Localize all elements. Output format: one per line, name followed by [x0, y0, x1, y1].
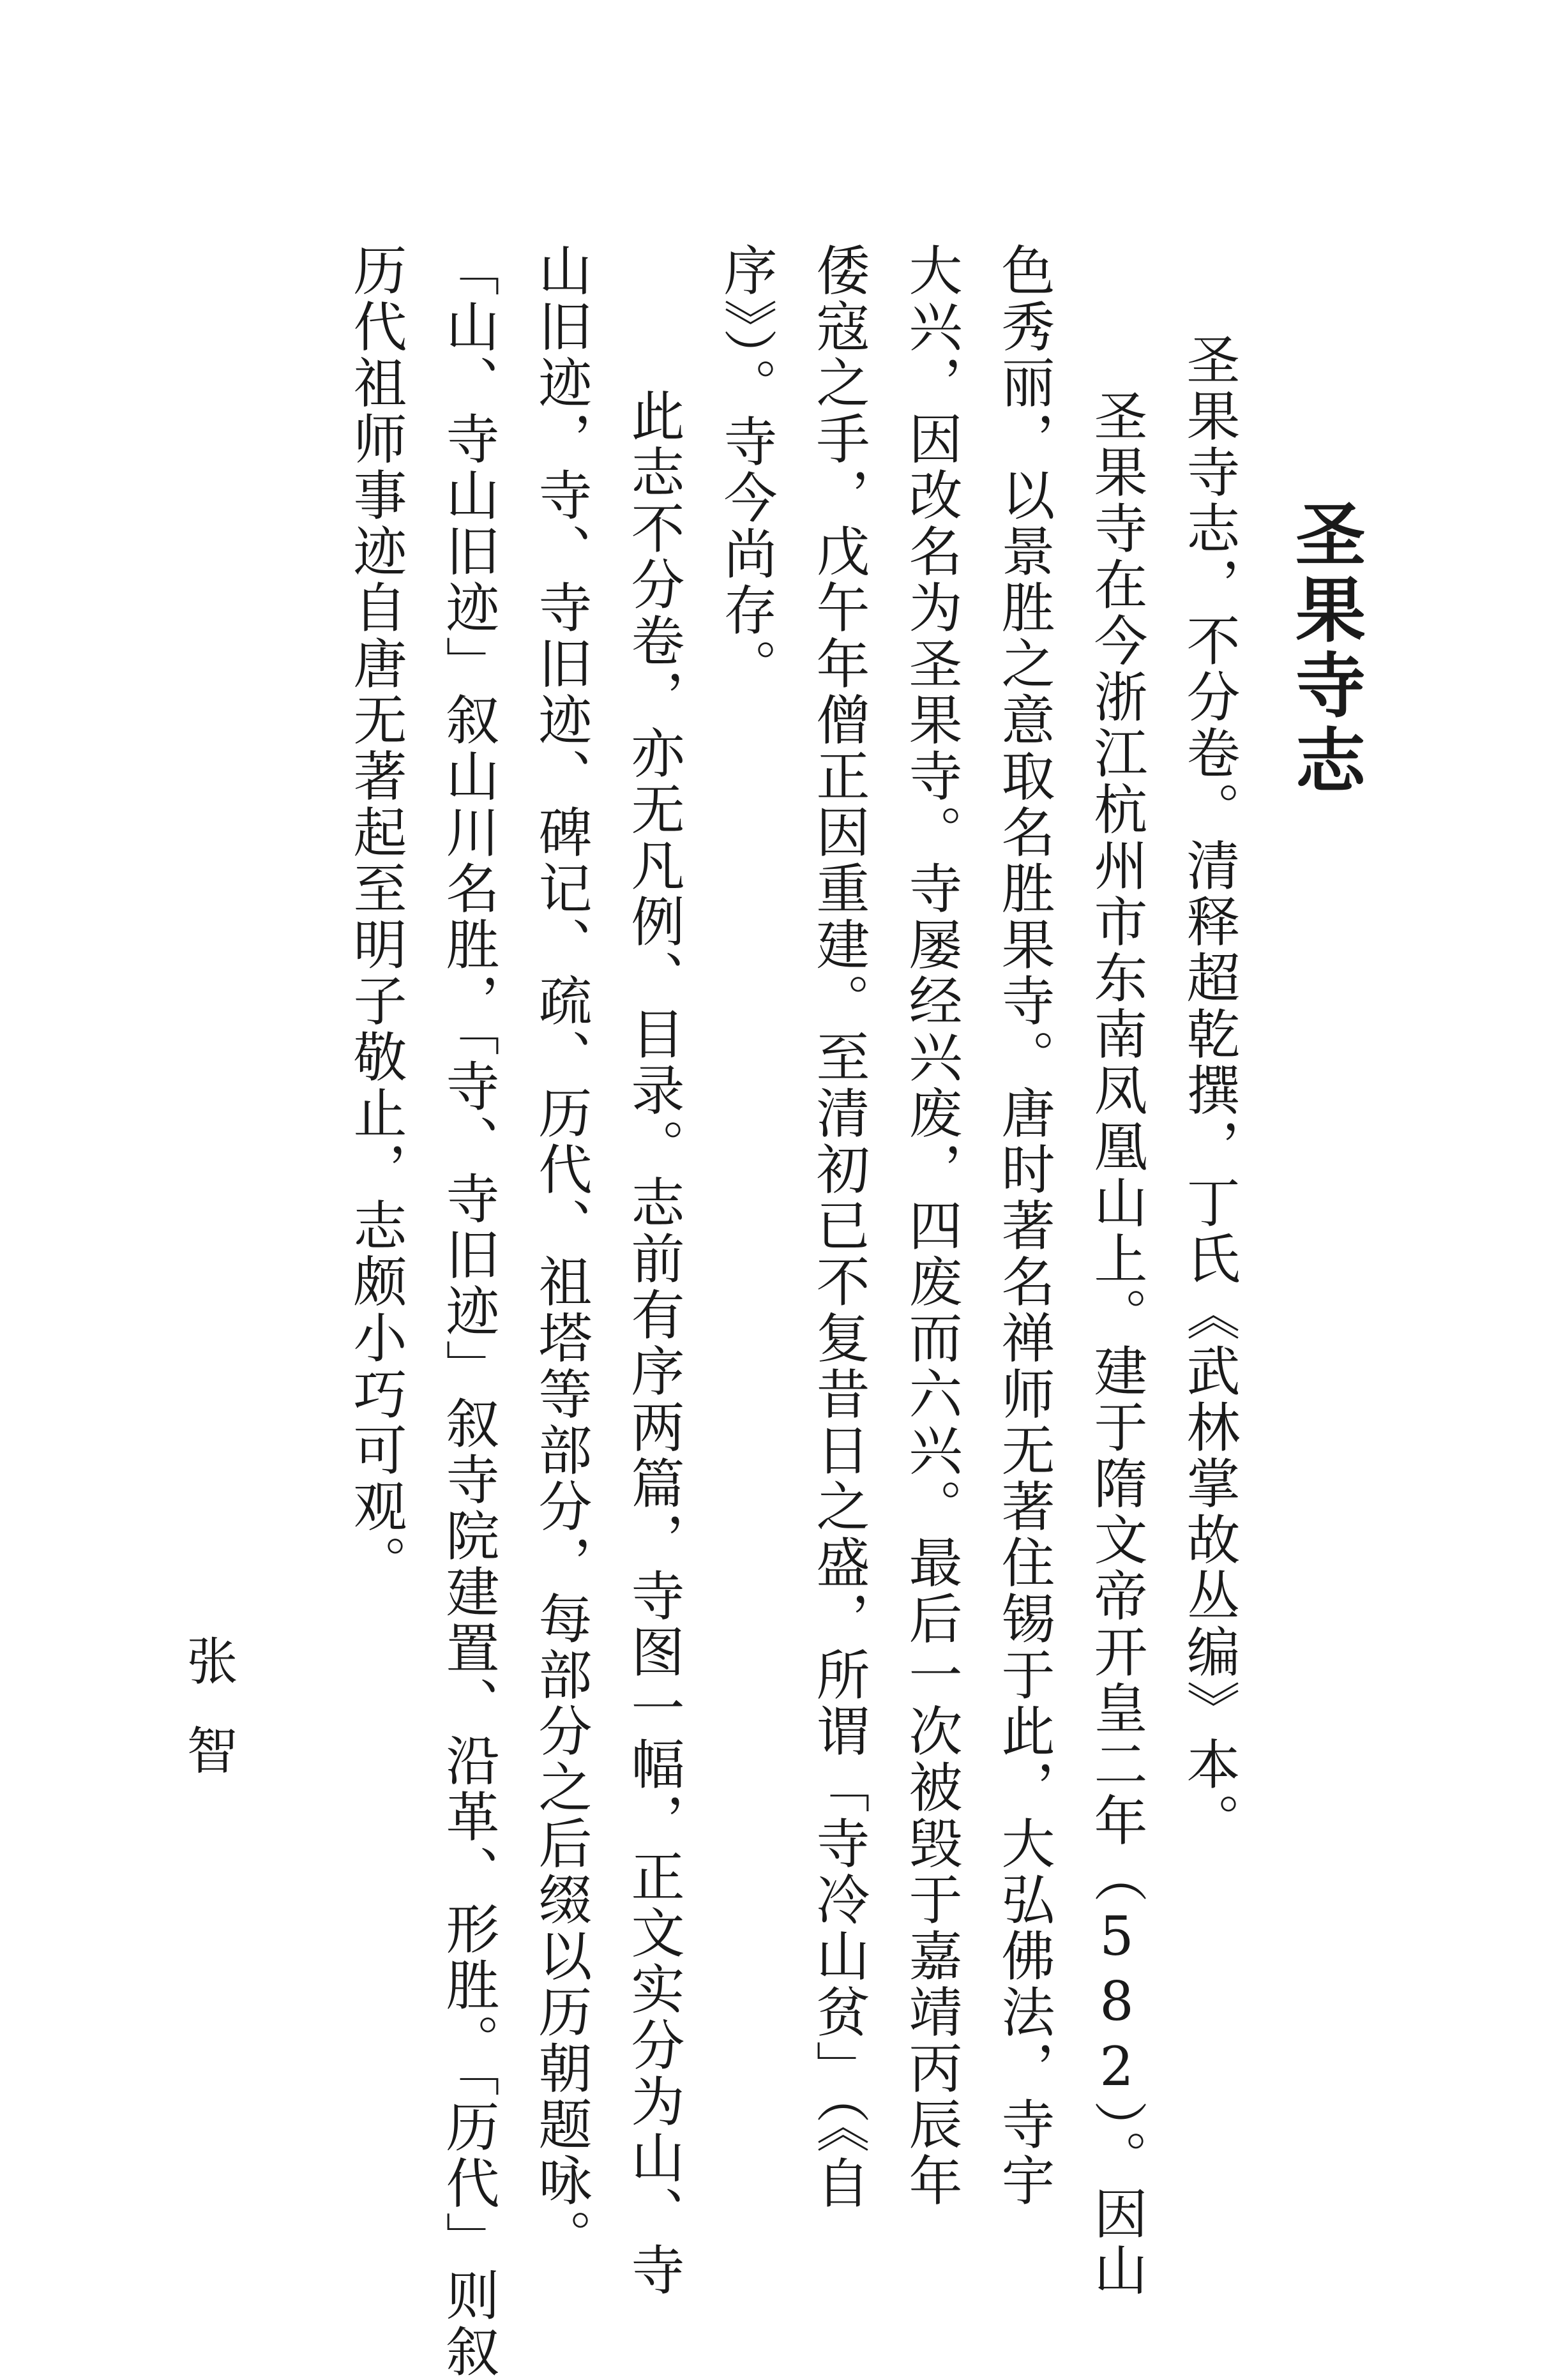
text-column-9: 「山、寺山旧迹」叙山川名胜，「寺、寺旧迹」叙寺院建置、沿革、形胜。「历代」则叙: [437, 243, 500, 2380]
text-column-2: 圣果寺在今浙江杭州市东南凤凰山上。建于隋文帝开皇二年（582）。因山: [1085, 332, 1148, 2298]
text-column-4: 大兴，因改名为圣果寺。寺屡经兴废，四废而六兴。最后一次被毁于嘉靖丙辰年: [900, 243, 963, 2209]
text-column-10: 历代祖师事迹自唐无著起至明子敬止，志颇小巧可观。: [345, 243, 407, 1591]
text-column-7: 此志不分卷，亦无凡例、目录。志前有序两篇，寺图一幅，正文实分为山、寺: [623, 332, 685, 2298]
text-column-5: 倭寇之手，戊午年僧正因重建。至清初已不复昔日之盛，所谓「寺冷山贫」（《自: [808, 243, 870, 2211]
text-column-3: 色秀丽，以景胜之意取名胜果寺。唐时著名禅师无著住锡于此，大弘佛法，寺宇: [993, 243, 1055, 2209]
text-column-6: 序》）。寺今尚存。: [715, 243, 778, 695]
author-name: 张智: [178, 1634, 238, 1813]
text-column-1: 圣果寺志，不分卷。清释超乾撰，丁氏《武林掌故丛编》本。: [1178, 332, 1241, 1849]
text-column-8: 山旧迹，寺、寺旧迹、碑记、疏、历代、祖塔等部分，每部分之后缀以历朝题咏。: [530, 243, 593, 2265]
page-title: 圣果寺志: [1284, 498, 1366, 799]
